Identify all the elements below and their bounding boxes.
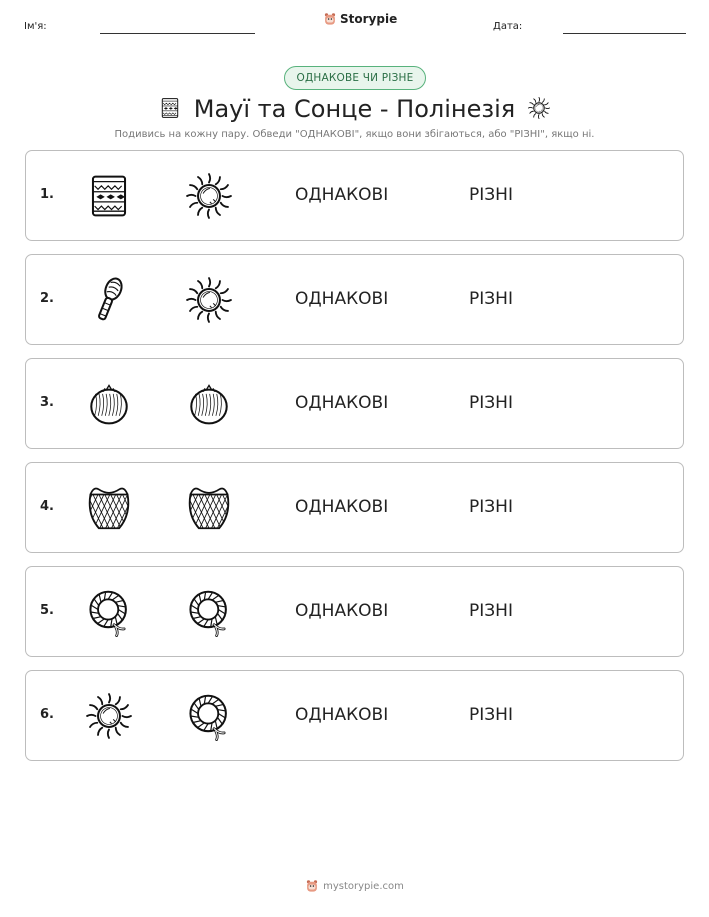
different-option[interactable]: РІЗНІ bbox=[469, 185, 513, 205]
row-number: 6. bbox=[40, 707, 54, 722]
fishing-net-icon bbox=[82, 481, 136, 535]
sun-icon bbox=[182, 169, 236, 223]
same-option[interactable]: ОДНАКОВІ bbox=[295, 497, 389, 517]
brand-name: Storypie bbox=[340, 12, 398, 26]
row-number: 3. bbox=[40, 395, 54, 410]
mascot-icon bbox=[323, 12, 337, 26]
sun-icon bbox=[526, 95, 552, 121]
same-option[interactable]: ОДНАКОВІ bbox=[295, 393, 389, 413]
rope-coil-icon bbox=[182, 585, 236, 639]
footer-website: mystorypie.com bbox=[323, 880, 404, 892]
coconut-icon bbox=[82, 377, 136, 431]
name-input-line[interactable] bbox=[100, 33, 255, 34]
row-number: 1. bbox=[40, 187, 54, 202]
instructions: Подивись на кожну пару. Обведи "ОДНАКОВІ", якщо вони збігаються, або "РІЗНІ", якщо ні. bbox=[114, 129, 595, 140]
row-number: 2. bbox=[40, 291, 54, 306]
worksheet-header bbox=[0, 0, 709, 45]
same-option[interactable]: ОДНАКОВІ bbox=[295, 289, 389, 309]
row-number: 5. bbox=[40, 603, 54, 618]
different-option[interactable]: РІЗНІ bbox=[469, 601, 513, 621]
different-option[interactable]: РІЗНІ bbox=[469, 497, 513, 517]
tapa-cloth-icon bbox=[82, 169, 136, 223]
date-input-line[interactable] bbox=[563, 33, 686, 34]
sun-icon bbox=[182, 273, 236, 327]
exercise-row bbox=[25, 566, 684, 657]
exercise-row bbox=[25, 670, 684, 761]
date-label: Дата: bbox=[493, 21, 523, 32]
same-option[interactable]: ОДНАКОВІ bbox=[295, 705, 389, 725]
page-title: Мауї та Сонце - Полінезія bbox=[193, 95, 516, 123]
exercise-row bbox=[25, 150, 684, 241]
exercise-row bbox=[25, 462, 684, 553]
rope-coil-icon bbox=[82, 585, 136, 639]
sun-icon bbox=[82, 689, 136, 743]
activity-tag: ОДНАКОВЕ ЧИ РІЗНЕ bbox=[284, 66, 426, 90]
tapa-cloth-icon bbox=[157, 95, 183, 121]
mascot-icon bbox=[305, 879, 319, 893]
title-row bbox=[0, 93, 709, 125]
different-option[interactable]: РІЗНІ bbox=[469, 393, 513, 413]
row-number: 4. bbox=[40, 499, 54, 514]
exercise-row bbox=[25, 254, 684, 345]
exercise-row bbox=[25, 358, 684, 449]
different-option[interactable]: РІЗНІ bbox=[469, 705, 513, 725]
coconut-icon bbox=[182, 377, 236, 431]
rope-coil-icon bbox=[182, 689, 236, 743]
carved-paddle-icon bbox=[82, 273, 136, 327]
same-option[interactable]: ОДНАКОВІ bbox=[295, 185, 389, 205]
different-option[interactable]: РІЗНІ bbox=[469, 289, 513, 309]
name-label: Ім'я: bbox=[24, 21, 47, 32]
fishing-net-icon bbox=[182, 481, 236, 535]
footer bbox=[0, 879, 709, 893]
storypie-logo bbox=[323, 12, 397, 26]
same-option[interactable]: ОДНАКОВІ bbox=[295, 601, 389, 621]
